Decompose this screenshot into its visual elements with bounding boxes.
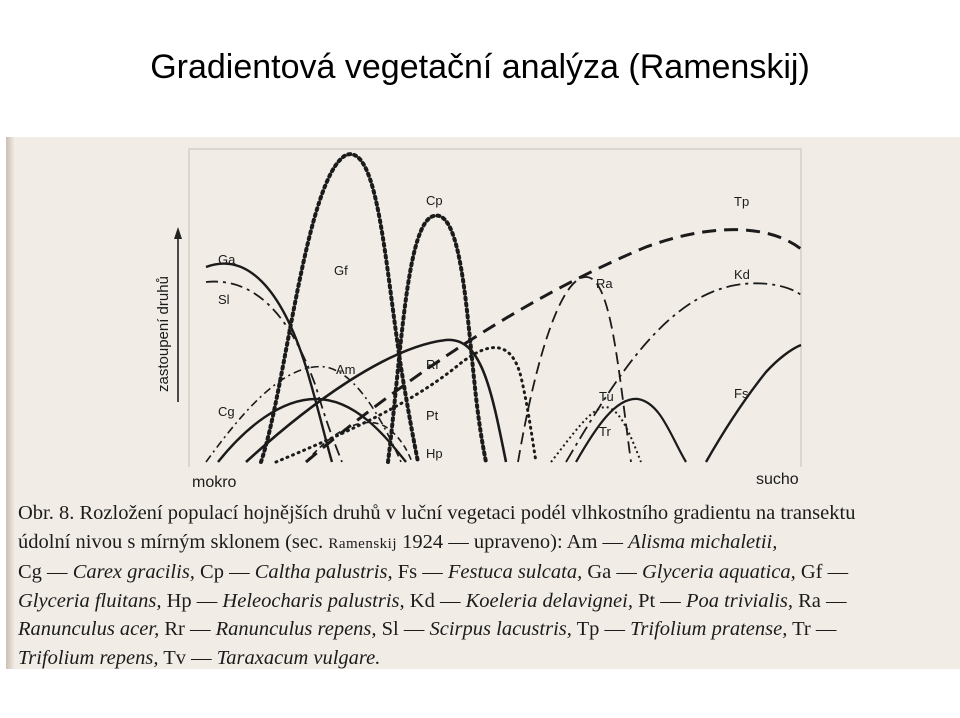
- caption-text: Gf —: [795, 561, 849, 583]
- caption-line: [18, 528, 954, 559]
- caption-species: Alisma michaletii,: [628, 530, 778, 553]
- caption-species: Caltha palustris,: [254, 561, 393, 583]
- scanned-figure: [6, 137, 960, 669]
- caption-text: Ga —: [582, 561, 642, 583]
- y-axis-label: zastoupení druhů: [155, 276, 172, 392]
- curve-tu: [576, 399, 686, 462]
- curve-cp: [388, 216, 486, 462]
- caption-text: Rr —: [159, 618, 216, 640]
- caption-species: Ranunculus repens,: [215, 618, 377, 640]
- caption-species: Heleocharis palustris,: [222, 589, 405, 612]
- x-axis-label-wet: mokro: [192, 474, 237, 491]
- label-am: Am: [336, 362, 356, 377]
- caption-text: Tv —: [158, 646, 217, 669]
- caption-species: Scirpus lacustris,: [429, 618, 572, 640]
- caption-line: [18, 615, 954, 644]
- caption-species: Trifolium pratense,: [630, 618, 788, 640]
- caption-line: [18, 587, 954, 616]
- caption-text: Kd —: [404, 589, 466, 612]
- caption-text: Obr. 8. Rozložení populací hojnějších druhů v luční vegetaci podél vlhkostního gradientu na transektu: [18, 502, 856, 524]
- caption-text: Pt —: [632, 589, 686, 612]
- caption-text: Ra —: [793, 589, 847, 612]
- caption-text: 1924 — upraveno): Am —: [397, 530, 629, 553]
- label-fs: Fs: [734, 386, 749, 401]
- caption-text: údolní nivou s mírným sklonem (sec.: [18, 530, 329, 553]
- curve-ra: [518, 277, 631, 462]
- caption-species: Carex gracilis,: [72, 561, 195, 583]
- label-rr: Rr: [426, 357, 440, 372]
- slide-title: Gradientová vegetační analýza (Ramenskij): [150, 48, 810, 86]
- label-ra: Ra: [596, 276, 613, 291]
- caption-species: Glyceria fluitans,: [18, 589, 162, 612]
- label-ga: Ga: [218, 252, 236, 267]
- label-pt: Pt: [426, 408, 439, 423]
- caption-author: Ramenskij: [328, 535, 397, 552]
- caption-text: Fs —: [392, 561, 448, 583]
- label-hp: Hp: [426, 446, 443, 461]
- label-gf: Gf: [334, 263, 348, 278]
- caption-line: [18, 558, 954, 587]
- curve-fs: [706, 345, 801, 462]
- caption-species: Festuca sulcata,: [447, 561, 583, 583]
- label-tr: Tr: [599, 424, 611, 439]
- label-tu: Tu: [599, 389, 614, 404]
- species-gradient-diagram: [6, 137, 960, 497]
- label-sl: Sl: [218, 292, 230, 307]
- y-axis-arrowhead: [174, 227, 182, 239]
- label-cg: Cg: [218, 404, 235, 419]
- label-cp: Cp: [426, 193, 443, 208]
- label-tp: Tp: [734, 194, 750, 209]
- caption-text: Hp —: [161, 589, 223, 612]
- caption-text: Cg —: [18, 561, 73, 583]
- x-axis-label-dry: sucho: [756, 471, 799, 488]
- caption-species: Koeleria delavignei,: [465, 589, 633, 612]
- label-kd: Kd: [734, 267, 750, 282]
- caption-species: Taraxacum vulgare.: [216, 646, 381, 669]
- caption-text: Cp —: [194, 561, 255, 583]
- curve-sl: [206, 282, 342, 462]
- caption-line: [18, 644, 954, 673]
- figure-caption: [18, 499, 954, 672]
- caption-species: Ranunculus acer,: [18, 618, 160, 640]
- caption-species: Trifolium repens,: [18, 646, 159, 669]
- caption-text: Tp —: [571, 618, 631, 640]
- caption-species: Glyceria aquatica,: [642, 561, 796, 583]
- caption-line: [18, 499, 954, 528]
- caption-species: Poa trivialis,: [685, 589, 793, 612]
- caption-text: Sl —: [376, 618, 430, 640]
- caption-text: Tr —: [787, 618, 837, 640]
